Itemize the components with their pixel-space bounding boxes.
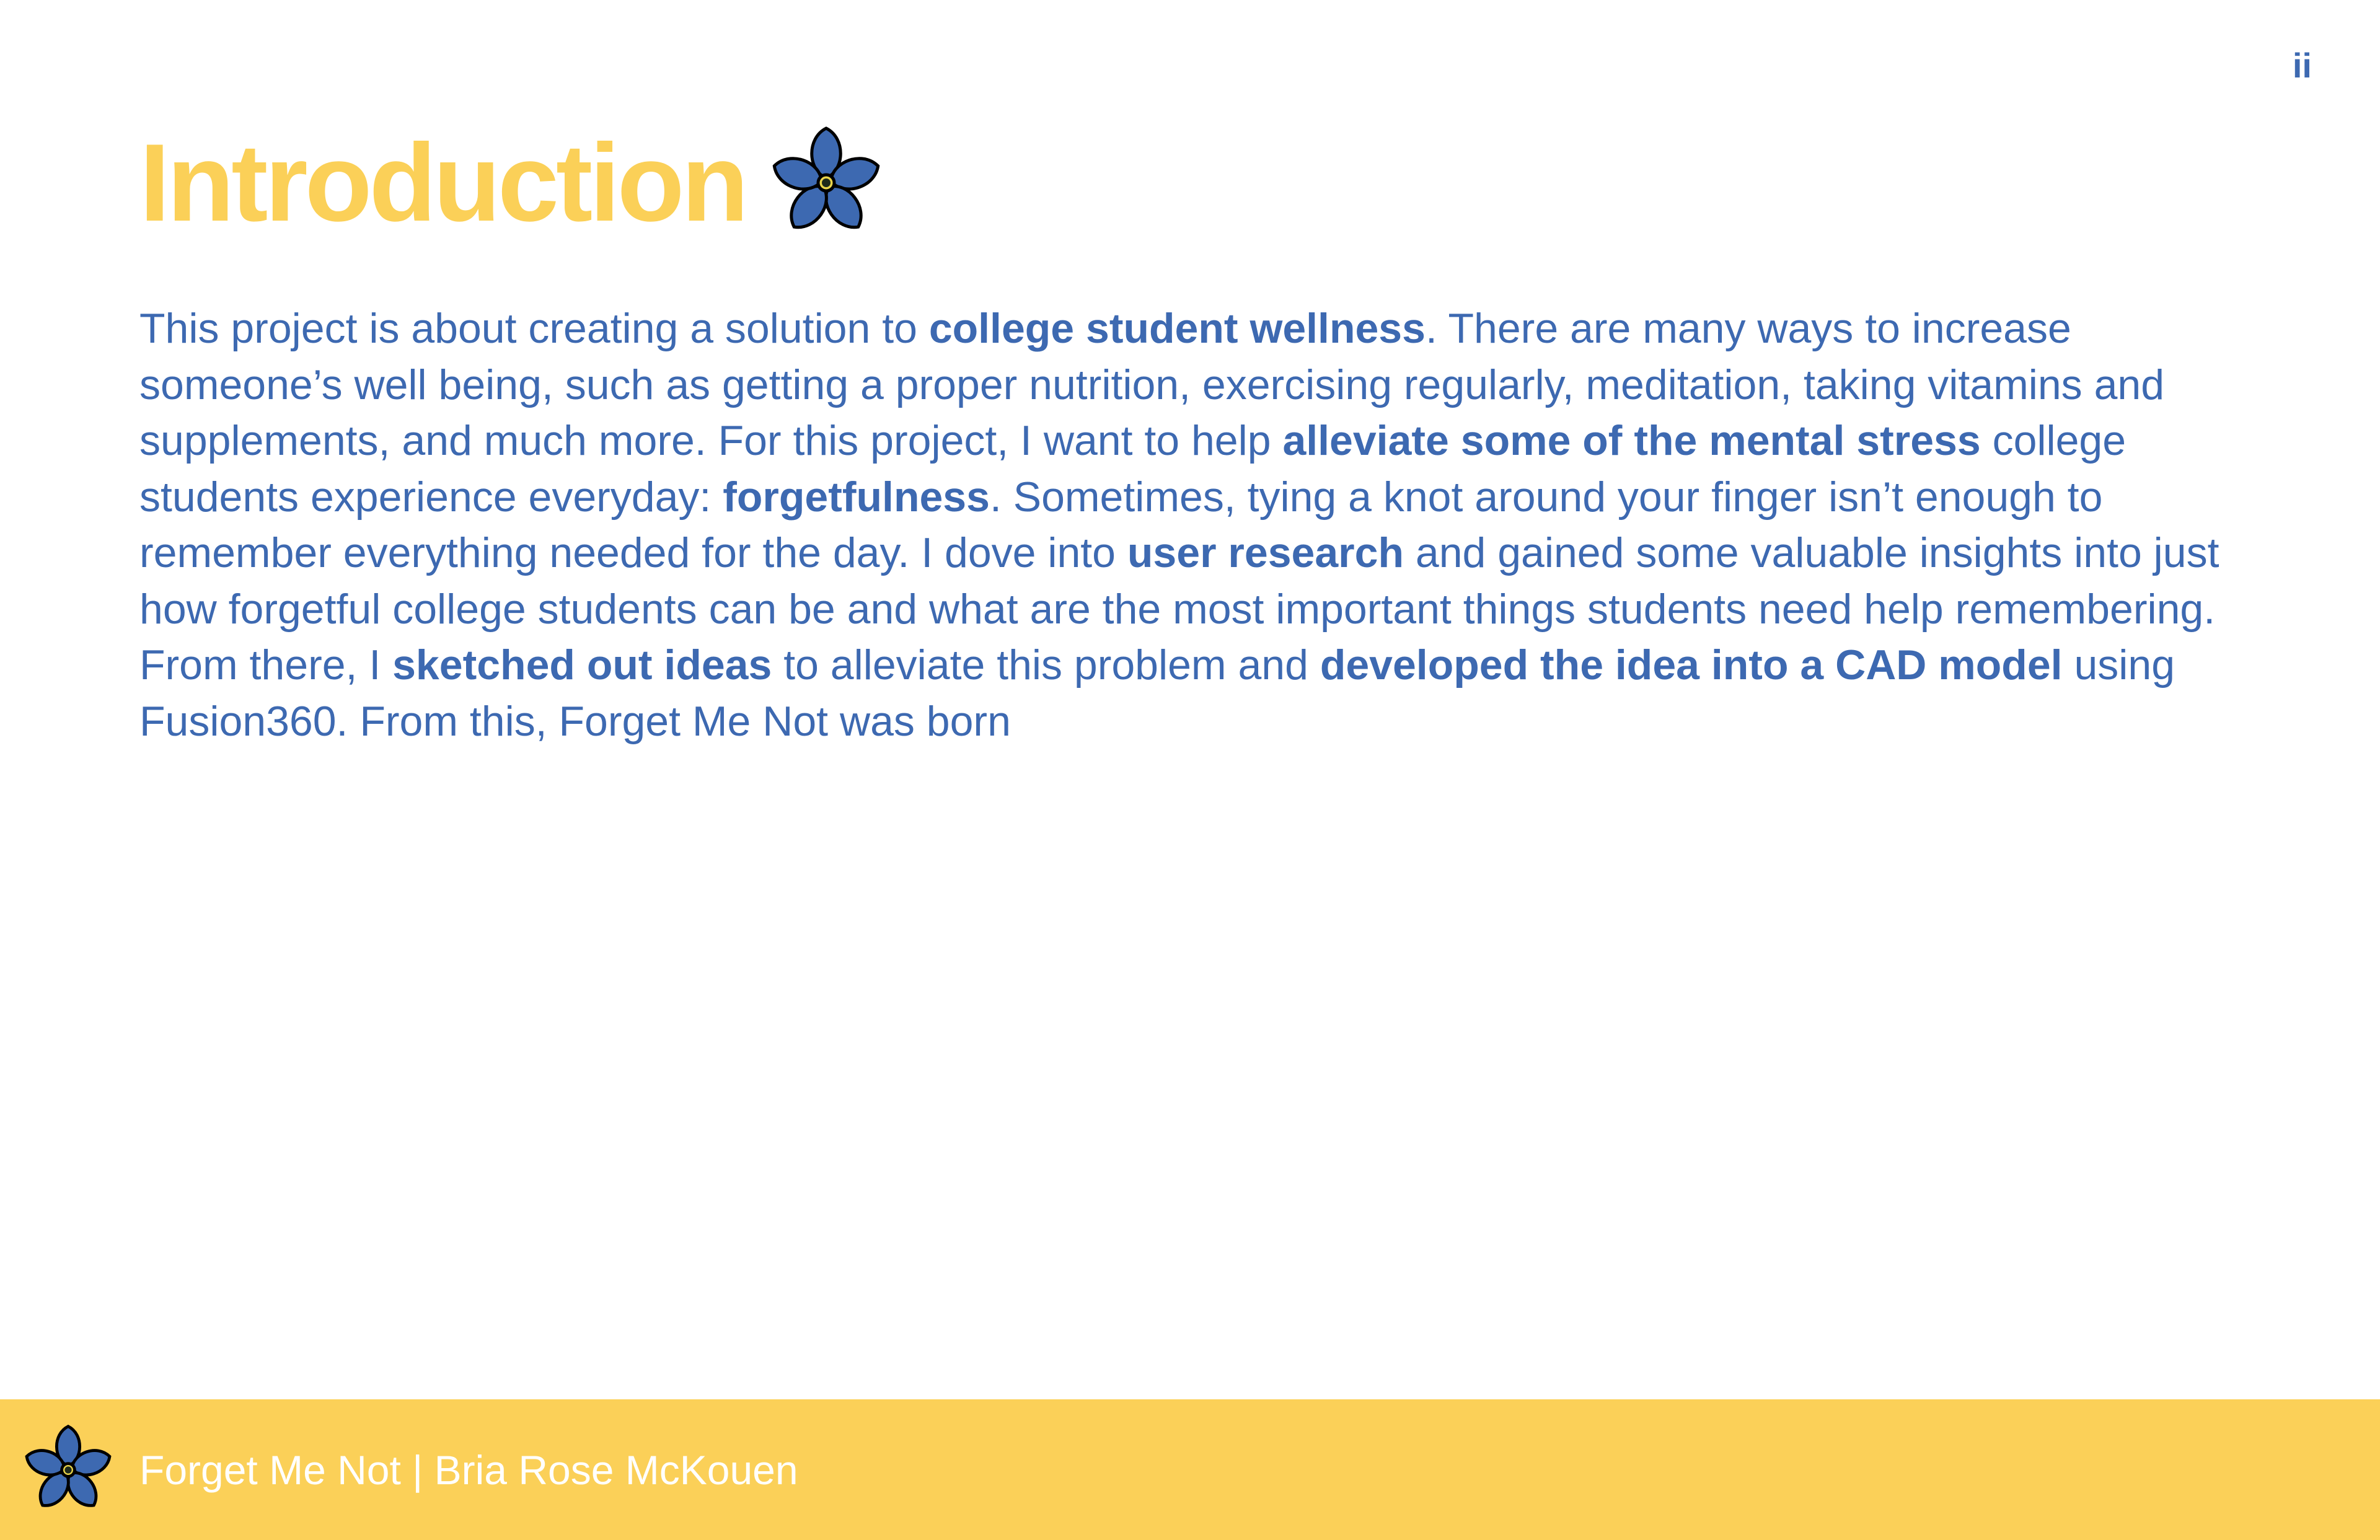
paragraph-text: college students experience everyday: — [139, 417, 2127, 521]
highlighted-phrase: sketched out ideas — [392, 641, 772, 689]
paragraph-text: and gained some valuable insights into just how forgetful college students can be and what are the most important things students need help remembering. From there, I — [139, 529, 2219, 689]
forget-me-not-flower-icon — [764, 121, 888, 245]
title-row — [139, 118, 888, 248]
footer-bar — [0, 1399, 2380, 1540]
highlighted-phrase: forgetfulness — [723, 473, 990, 521]
footer-text: Forget Me Not | Bria Rose McKouen — [139, 1446, 798, 1493]
highlighted-phrase: alleviate some of the mental stress — [1282, 417, 1981, 464]
page-title: Introduction — [139, 121, 746, 244]
paragraph-text: using Fusion360. From this, Forget Me Not was born — [139, 641, 2175, 745]
paragraph-text: . Sometimes, tying a knot around your finger isn’t enough to remember everything needed for the day. I dove into — [139, 473, 2103, 576]
paragraph-text: . There are many ways to increase someone’s well being, such as getting a proper nutrition, exercising regularly, meditation, taking vitamins and supplements, and much more. For this project, I want to help — [139, 305, 2165, 464]
highlighted-phrase: developed the idea into a CAD model — [1320, 641, 2063, 689]
highlighted-phrase: user research — [1127, 529, 1404, 576]
paragraph-text: This project is about creating a solution to — [139, 305, 929, 352]
paragraph-text: to alleviate this problem and — [772, 641, 1320, 689]
highlighted-phrase: college student wellness — [928, 305, 1426, 352]
page-number: ii — [2292, 46, 2312, 85]
forget-me-not-flower-icon — [19, 1420, 118, 1520]
introduction-paragraph — [139, 301, 2259, 749]
